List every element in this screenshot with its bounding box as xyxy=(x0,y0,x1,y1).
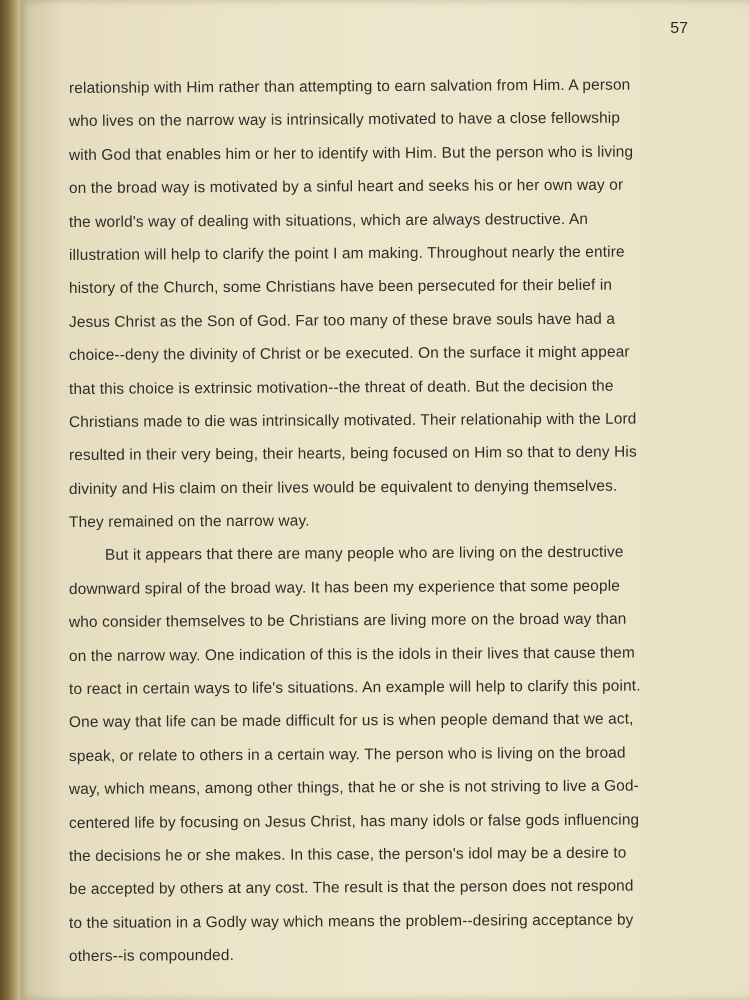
text-line: the world's way of dealing with situations, which are always destructive. An xyxy=(68,210,589,231)
text-line: the decisions he or she makes. In this case, the person's idol may be a desire to xyxy=(68,844,627,865)
text-line: divinity and His claim on their lives would be equivalent to denying themselves. xyxy=(68,477,618,498)
text-line: to the situation in a Godly way which means the problem--desiring acceptance by xyxy=(68,911,634,932)
text-line: be accepted by others at any cost. The result is that the person does not respond xyxy=(68,877,634,899)
text-line: way, which means, among other things, that he or she is not striving to live a God- xyxy=(68,777,639,799)
text-line: They remained on the narrow way. xyxy=(68,512,310,532)
text-line: Christians made to die was intrinsically motivated. Their relationahip with the Lord xyxy=(68,410,637,431)
text-line: One way that life can be made difficult for us is when people demand that we act, xyxy=(68,710,634,732)
book-binding xyxy=(0,0,20,1000)
text-line: Jesus Christ as the Son of God. Far too many of these brave souls have had a xyxy=(68,310,616,331)
text-line: that this choice is extrinsic motivation--the threat of death. But the decision the xyxy=(68,377,614,398)
text-line: with God that enables him or her to identify with Him. But the person who is living xyxy=(68,143,634,164)
text-line: downward spiral of the broad way. It has been my experience that some people xyxy=(68,577,620,598)
book-page xyxy=(20,0,750,1000)
text-line: relationship with Him rather than attempting to earn salvation from Him. A person xyxy=(68,76,631,97)
text-line: who consider themselves to be Christians are living more on the broad way than xyxy=(68,610,627,632)
text-line: to react in certain ways to life's situations. An example will help to clarify this point. xyxy=(68,677,641,699)
text-line: on the broad way is motivated by a sinful heart and seeks his or her own way or xyxy=(68,176,624,198)
text-line: history of the Church, some Christians have been persecuted for their belief in xyxy=(68,277,613,298)
text-line: resulted in their very being, their hearts, being focused on Him so that to deny His xyxy=(68,443,637,465)
page-number: 57 xyxy=(670,20,688,37)
text-line: But it appears that there are many people who are living on the destructive xyxy=(104,544,624,565)
text-line: illustration will help to clarify the point I am making. Throughout nearly the entire xyxy=(68,243,625,264)
text-line: on the narrow way. One indication of this is the idols in their lives that cause them xyxy=(68,644,636,665)
text-line: who lives on the narrow way is intrinsically motivated to have a close fellowship xyxy=(68,110,621,131)
text-line: centered life by focusing on Jesus Christ, has many idols or false gods influencing xyxy=(68,811,640,832)
text-line: others--is compounded. xyxy=(68,947,235,966)
text-line: speak, or relate to others in a certain way. The person who is living on the broad xyxy=(68,744,626,765)
text-line: choice--deny the divinity of Christ or be executed. On the surface it might appear xyxy=(68,343,630,365)
body-text xyxy=(69,72,709,974)
